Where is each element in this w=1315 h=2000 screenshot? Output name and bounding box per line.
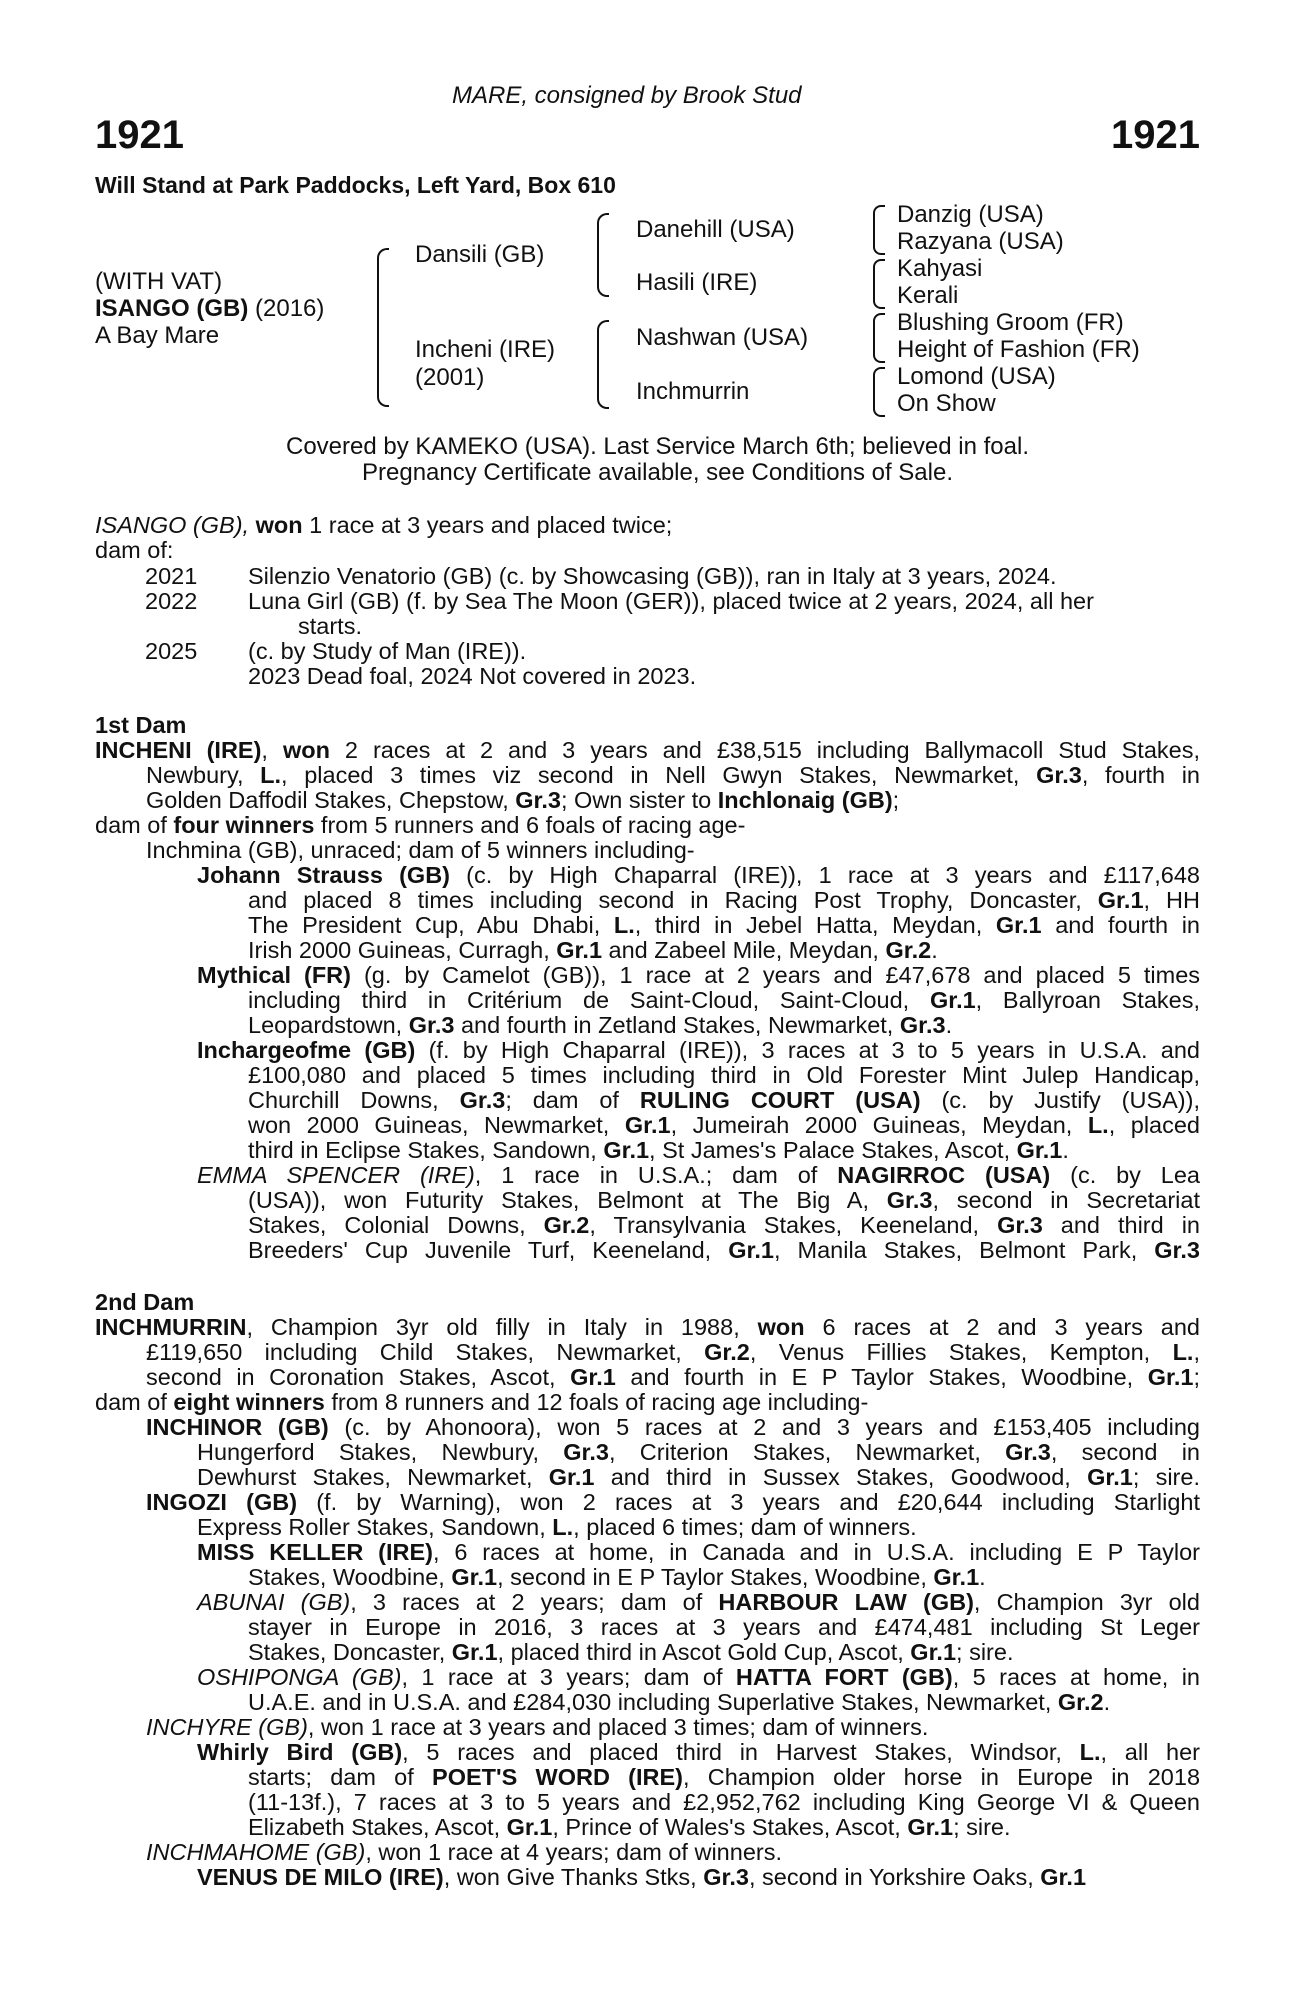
text: ;	[892, 787, 900, 813]
grade: Gr.3	[886, 1187, 933, 1213]
text: from 5 runners and 6 foals of racing age-	[314, 812, 746, 838]
text: and fourth in Zetland Stakes, Newmarket,	[454, 1012, 900, 1038]
stand-location: Will Stand at Park Paddocks, Left Yard, Box 610	[95, 172, 616, 198]
gen4-6: Height of Fashion (FR)	[897, 336, 1140, 363]
grade: Gr.1	[570, 1364, 616, 1390]
dam-line: stayer in Europe in 2016, 3 races at 3 years and £474,481 including St Leger	[248, 1614, 1200, 1640]
grade: Gr.1	[1097, 887, 1144, 913]
grade: Gr.1	[1147, 1364, 1194, 1390]
gen3-sire-dam: Hasili (IRE)	[636, 269, 758, 296]
horse-name: POET'S WORD (IRE)	[432, 1764, 683, 1790]
dam-line	[248, 1765, 1200, 1790]
horse-name: RULING COURT (USA)	[639, 1087, 921, 1113]
text: , 5 races and placed third in Harvest Stakes, Windsor,	[402, 1739, 1080, 1765]
gen3-dam-dam: Inchmurrin	[636, 378, 750, 405]
dam-line	[248, 988, 1200, 1013]
covering-note: Covered by KAMEKO (USA). Last Service March 6th; believed in foal.	[286, 433, 1029, 460]
grade: L.	[1087, 1112, 1109, 1138]
text: , Transylvania Stakes, Keeneland,	[589, 1212, 998, 1238]
horse-name: INCHMAHOME (GB)	[146, 1839, 366, 1865]
grade: Gr.1	[451, 1564, 498, 1590]
gen4-3: Kahyasi	[897, 255, 983, 282]
grade: L.	[552, 1514, 574, 1540]
text: , all her	[1100, 1739, 1200, 1765]
grade: Gr.3	[408, 1012, 455, 1038]
grade: Gr.1	[1040, 1864, 1087, 1890]
horse-name: Johann Strauss (GB)	[197, 862, 450, 888]
grade: Gr.1	[603, 1137, 650, 1163]
text: (f. by High Chaparral (IRE)), 3 races at 3 to 5 years in U.S.A. and	[415, 1037, 1200, 1063]
grade: Gr.1	[556, 937, 603, 963]
text: , 1 race at 3 years; dam of	[401, 1664, 736, 1690]
text: ; dam of	[505, 1087, 640, 1113]
dam-line	[146, 1415, 1200, 1440]
grade: Gr.3	[1005, 1439, 1051, 1465]
dam-of-label: dam of:	[95, 537, 174, 563]
text: , placed	[1108, 1112, 1200, 1138]
foal-entry: Luna Girl (GB) (f. by Sea The Moon (GER)), placed twice at 2 years, 2024, all her	[248, 588, 1094, 614]
dam-line	[146, 1490, 1200, 1515]
text: , placed third in Ascot Gold Cup, Ascot,	[497, 1639, 911, 1665]
dam-line	[146, 1340, 1200, 1365]
text: and fourth in E P Taylor Stakes, Woodbine,	[615, 1364, 1148, 1390]
text: , Manila Stakes, Belmont Park,	[773, 1237, 1155, 1263]
dam-name: INCHMURRIN	[95, 1314, 247, 1340]
gen4-4: Kerali	[897, 282, 959, 309]
horse-name: INCHYRE (GB)	[146, 1714, 308, 1740]
dam-line	[146, 1715, 1200, 1740]
horse-name: Whirly Bird (GB)	[197, 1739, 403, 1765]
text: (c. by Justify (USA)),	[920, 1087, 1200, 1113]
grade: Gr.3	[1036, 762, 1082, 788]
text: and Zabeel Mile, Meydan,	[602, 937, 886, 963]
mare-record: 1 race at 3 years and placed twice;	[309, 512, 673, 538]
dam-line	[248, 938, 1200, 963]
dam-line	[197, 1740, 1200, 1765]
text: , second in	[1050, 1439, 1201, 1465]
text: , Prince of Wales's Stakes, Ascot,	[552, 1814, 908, 1840]
horse-name: NAGIRROC (USA)	[837, 1162, 1051, 1188]
grade: Gr.3	[1154, 1237, 1200, 1263]
dam-line	[248, 1188, 1200, 1213]
dam-line	[197, 1665, 1200, 1690]
dam-line	[197, 863, 1200, 888]
won-label: won	[255, 512, 303, 538]
text: Newbury,	[146, 762, 261, 788]
horse-title	[95, 295, 324, 323]
dam-line: £100,080 and placed 5 times including third in Old Forester Mint Julep Handicap,	[248, 1062, 1200, 1088]
text: (c. by High Chaparral (IRE)), 1 race at 3 years and £117,648	[450, 862, 1200, 888]
produce-note: 2023 Dead foal, 2024 Not covered in 2023.	[248, 663, 697, 689]
lot-number-right: 1921	[1111, 113, 1200, 157]
gen4-brace-1	[873, 205, 885, 255]
text: Stakes, Doncaster,	[248, 1639, 452, 1665]
dam-line	[248, 1815, 1200, 1840]
text: , Jumeirah 2000 Guineas, Meydan,	[670, 1112, 1088, 1138]
text: .	[1062, 1137, 1069, 1163]
dam-line	[95, 813, 1200, 838]
horse-name: VENUS DE MILO (IRE)	[197, 1864, 444, 1890]
text: ; sire.	[953, 1814, 1011, 1840]
dam-year: (2001)	[415, 364, 485, 391]
winners-count: eight winners	[173, 1389, 325, 1415]
text: (USA)), won Futurity Stakes, Belmont at The Big A,	[248, 1187, 887, 1213]
horse-name: INGOZI (GB)	[146, 1489, 298, 1515]
horse-name: Inchargeofme (GB)	[197, 1037, 416, 1063]
text: and third in	[1042, 1212, 1200, 1238]
dam-line	[248, 1088, 1200, 1113]
grade: Gr.1	[995, 912, 1042, 938]
text: Elizabeth Stakes, Ascot,	[248, 1814, 507, 1840]
text: starts; dam of	[248, 1764, 433, 1790]
horse-year: (2016)	[255, 295, 325, 322]
dam-line	[197, 1465, 1200, 1490]
gen4-brace-2	[873, 259, 885, 309]
won-label: won	[282, 737, 330, 763]
text: U.A.E. and in U.S.A. and £284,030 including Superlative Stakes, Newmarket,	[248, 1689, 1058, 1715]
text: from 8 runners and 12 foals of racing age including-	[324, 1389, 869, 1415]
gen4-1: Danzig (USA)	[897, 201, 1044, 228]
mare-name: ISANGO (GB),	[95, 512, 250, 538]
text: (g. by Camelot (GB)), 1 race at 2 years and £47,678 and placed 5 times	[350, 962, 1201, 988]
dam-line	[248, 888, 1200, 913]
grade: Gr.1	[728, 1237, 774, 1263]
foal-year: 2021	[145, 563, 198, 589]
text: dam of	[95, 812, 174, 838]
horse-name: EMMA SPENCER (IRE)	[197, 1162, 475, 1188]
dam-line	[248, 1213, 1200, 1238]
dam-line	[197, 1865, 1200, 1890]
dam-line	[95, 1390, 1200, 1415]
text: and placed 8 times including second in Racing Post Trophy, Doncaster,	[248, 887, 1098, 913]
text: 6 races at 2 and 3 years and	[804, 1314, 1201, 1340]
horse-name: OSHIPONGA (GB)	[197, 1664, 402, 1690]
text: , Criterion Stakes, Newmarket,	[609, 1439, 1006, 1465]
text: Breeders' Cup Juvenile Turf, Keeneland,	[248, 1237, 729, 1263]
section-heading: 1st Dam	[95, 712, 187, 738]
text: ; Own sister to	[561, 787, 718, 813]
dam-line	[248, 1690, 1200, 1715]
produce-intro	[95, 513, 1200, 538]
section-heading: 2nd Dam	[95, 1289, 195, 1315]
text: , St James's Palace Stakes, Ascot,	[649, 1137, 1017, 1163]
dam-line	[248, 1113, 1200, 1138]
text: Churchill Downs,	[248, 1087, 460, 1113]
dam-line	[197, 1163, 1200, 1188]
horse-description: A Bay Mare	[95, 322, 220, 349]
horse-name: Inchlonaig (GB)	[717, 787, 893, 813]
grade: Gr.3	[563, 1439, 609, 1465]
grade: Gr.3	[515, 787, 561, 813]
text: .	[945, 1012, 953, 1038]
text: Dewhurst Stakes, Newmarket,	[197, 1464, 549, 1490]
text: .	[979, 1564, 986, 1590]
vat-note: (WITH VAT)	[95, 268, 223, 295]
text: , second in Secretariat	[932, 1187, 1200, 1213]
text: , third in Jebel Hatta, Meydan,	[634, 912, 996, 938]
dam-line: (11-13f.), 7 races at 3 to 5 years and £2,952,762 including King George VI & Queen	[248, 1789, 1200, 1815]
dam-line	[197, 1440, 1200, 1465]
text: , Champion 3yr old filly in Italy in 1988,	[246, 1314, 758, 1340]
text: The President Cup, Abu Dhabi,	[248, 912, 614, 938]
text: Irish 2000 Guineas, Curragh,	[248, 937, 557, 963]
text: , second in E P Taylor Stakes, Woodbine,	[497, 1564, 934, 1590]
text: , won Give Thanks Stks,	[443, 1864, 704, 1890]
grade: Gr.3	[899, 1012, 946, 1038]
text: , won 1 race at 3 years and placed 3 times; dam of winners.	[307, 1714, 929, 1740]
horse-name: Mythical (FR)	[197, 962, 351, 988]
text: , 3 races at 2 years; dam of	[350, 1589, 719, 1615]
text: , 6 races at home, in Canada and in U.S.A. including E P Taylor	[432, 1539, 1200, 1565]
grade: Gr.1	[933, 1564, 980, 1590]
text: , placed 3 times viz second in Nell Gwyn Stakes, Newmarket,	[281, 762, 1037, 788]
grade: L.	[1079, 1739, 1101, 1765]
text: .	[1103, 1689, 1111, 1715]
dam-line	[146, 788, 1200, 813]
horse-name: HARBOUR LAW (GB)	[718, 1589, 974, 1615]
text: , HH	[1143, 887, 1200, 913]
grade: Gr.1	[1016, 1137, 1063, 1163]
sire-brace	[597, 213, 609, 297]
grade: Gr.1	[910, 1639, 957, 1665]
dam-line	[197, 1590, 1200, 1615]
grade: L.	[613, 912, 635, 938]
dam-name: INCHENI (IRE)	[95, 737, 262, 763]
text: ; sire.	[956, 1639, 1014, 1665]
grade: Gr.1	[929, 987, 976, 1013]
gen4-2: Razyana (USA)	[897, 228, 1064, 255]
text: (f. by Warning), won 2 races at 3 years and £20,644 including Starlight	[297, 1489, 1200, 1515]
dam-line	[197, 1515, 1200, 1540]
foal-entry: (c. by Study of Man (IRE)).	[248, 638, 527, 664]
grade: Gr.1	[548, 1464, 595, 1490]
dam-line	[197, 1038, 1200, 1063]
gen4-brace-3	[873, 313, 885, 363]
text: ,	[1193, 1339, 1200, 1365]
foal-entry-cont: starts.	[298, 613, 362, 639]
dam-line	[146, 1840, 1200, 1865]
text: , fourth in	[1081, 762, 1200, 788]
grade: Gr.2	[885, 937, 932, 963]
grade: Gr.1	[451, 1639, 498, 1665]
dam-line	[248, 913, 1200, 938]
text: Stakes, Colonial Downs,	[248, 1212, 544, 1238]
grade: Gr.3	[997, 1212, 1043, 1238]
text: dam of	[95, 1389, 174, 1415]
grade: Gr.1	[1087, 1464, 1133, 1490]
foal-entry: Silenzio Venatorio (GB) (c. by Showcasing (GB)), ran in Italy at 3 years, 2024.	[248, 563, 1057, 589]
text: including third in Critérium de Saint-Cloud, Saint-Cloud,	[248, 987, 930, 1013]
text: third in Eclipse Stakes, Sandown,	[248, 1137, 604, 1163]
winners-count: four winners	[173, 812, 315, 838]
grade: Gr.1	[907, 1814, 954, 1840]
text: ,	[261, 737, 283, 763]
dam-line	[146, 1365, 1200, 1390]
text: ;	[1193, 1364, 1200, 1390]
text: ; sire.	[1132, 1464, 1200, 1490]
grade: Gr.3	[459, 1087, 506, 1113]
grade: Gr.2	[704, 1339, 750, 1365]
foal-year: 2022	[145, 588, 198, 614]
text: £119,650 including Child Stakes, Newmarket,	[146, 1339, 705, 1365]
text: , 5 races at home, in	[952, 1664, 1200, 1690]
dam-line	[146, 763, 1200, 788]
text: Golden Daffodil Stakes, Chepstow,	[146, 787, 516, 813]
text: , won 1 race at 4 years; dam of winners.	[365, 1839, 782, 1865]
dam-brace	[597, 320, 609, 409]
text: won 2000 Guineas, Newmarket,	[248, 1112, 625, 1138]
horse-name: ISANGO (GB)	[95, 295, 249, 322]
gen3-sire-sire: Danehill (USA)	[636, 216, 795, 243]
pedigree-brace	[377, 248, 389, 407]
sire-name: Dansili (GB)	[415, 241, 545, 268]
text: .	[931, 937, 938, 963]
text: Express Roller Stakes, Sandown,	[197, 1514, 553, 1540]
consignment-line: MARE, consigned by Brook Stud	[452, 82, 802, 109]
text: , Ballyroan Stakes,	[975, 987, 1200, 1013]
text: Hungerford Stakes, Newbury,	[197, 1439, 564, 1465]
text: 2 races at 2 and 3 years and £38,515 including Ballymacoll Stud Stakes,	[329, 737, 1201, 763]
grade: L.	[1172, 1339, 1194, 1365]
text: , second in Yorkshire Oaks,	[748, 1864, 1041, 1890]
dam-line	[248, 1238, 1200, 1263]
dam-line	[248, 1565, 1200, 1590]
pregnancy-note: Pregnancy Certificate available, see Conditions of Sale.	[362, 459, 953, 486]
dam-line	[95, 738, 1200, 763]
text: , Champion 3yr old	[973, 1589, 1200, 1615]
grade: Gr.2	[543, 1212, 590, 1238]
horse-name: ABUNAI (GB)	[197, 1589, 351, 1615]
dam-line	[197, 1540, 1200, 1565]
text: second in Coronation Stakes, Ascot,	[146, 1364, 571, 1390]
grade: L.	[260, 762, 282, 788]
horse-name: MISS KELLER (IRE)	[197, 1539, 433, 1565]
dam-line	[248, 1640, 1200, 1665]
text: , Champion older horse in Europe in 2018	[683, 1764, 1201, 1790]
text: (c. by Ahonoora), won 5 races at 2 and 3 years and £153,405 including	[328, 1414, 1200, 1440]
horse-name: HATTA FORT (GB)	[735, 1664, 953, 1690]
dam-line	[248, 1013, 1200, 1038]
grade: Gr.3	[703, 1864, 749, 1890]
lot-number-left: 1921	[95, 113, 184, 157]
grade: Gr.2	[1057, 1689, 1104, 1715]
dam-line	[197, 963, 1200, 988]
dam-name: Incheni (IRE)	[415, 336, 556, 363]
horse-name: INCHINOR (GB)	[146, 1414, 329, 1440]
text: , Venus Fillies Stakes, Kempton,	[749, 1339, 1173, 1365]
text: and third in Sussex Stakes, Goodwood,	[594, 1464, 1088, 1490]
won-label: won	[757, 1314, 805, 1340]
text: Stakes, Woodbine,	[248, 1564, 452, 1590]
text: and fourth in	[1041, 912, 1200, 938]
text: , 1 race in U.S.A.; dam of	[474, 1162, 838, 1188]
grade: Gr.1	[506, 1814, 553, 1840]
dam-line	[248, 1138, 1200, 1163]
gen4-8: On Show	[897, 390, 996, 417]
text: (c. by Lea	[1050, 1162, 1200, 1188]
gen4-7: Lomond (USA)	[897, 363, 1056, 390]
gen4-5: Blushing Groom (FR)	[897, 309, 1124, 336]
text: Leopardstown,	[248, 1012, 409, 1038]
text: , placed 6 times; dam of winners.	[573, 1514, 917, 1540]
gen4-brace-4	[873, 367, 885, 417]
grade: Gr.1	[624, 1112, 671, 1138]
gen3-dam-sire: Nashwan (USA)	[636, 324, 809, 351]
dam-line	[95, 1315, 1200, 1340]
foal-year: 2025	[145, 638, 198, 664]
dam-line: Inchmina (GB), unraced; dam of 5 winners including-	[146, 837, 695, 863]
